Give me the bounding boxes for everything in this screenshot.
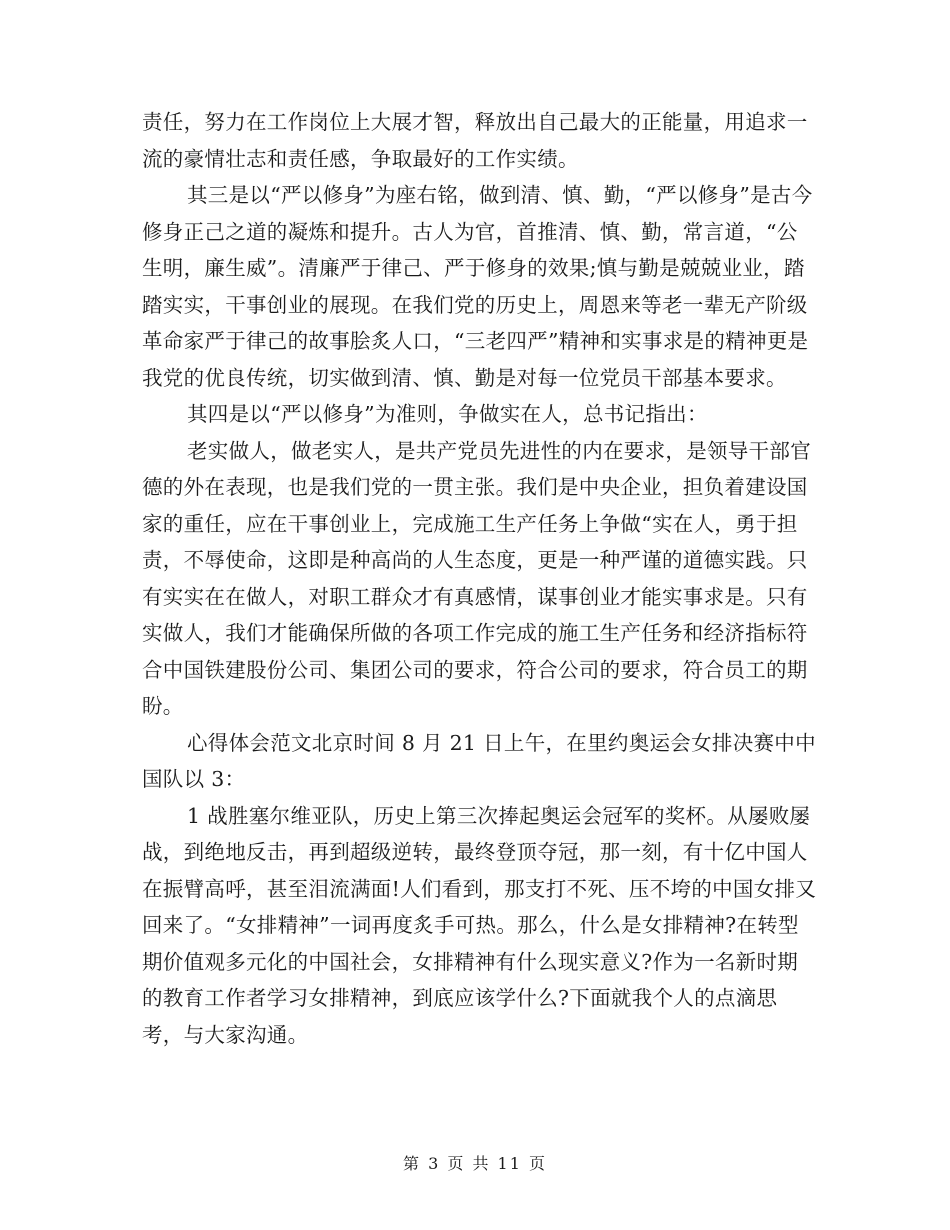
paragraph-6: 1 战胜塞尔维亚队，历史上第三次捧起奥运会冠军的奖杯。从屡败屡战，到绝地反击，再到超级逆转，最终登顶夺冠，那一刻，有十亿中国人在振臂高呼，甚至泪流满面!人们看到，那支打不死、压不垮的中国女排又回来了。“女排精神”一词再度炙手可热。那么，什么是女排精神?在转型期价值观多元化的中国社会，女排精神有什么现实意义?作为一名新时期的教育工作者学习女排精神，到底应该学什么?下面就我个人的点滴思考，与大家沟通。 xyxy=(142,803,817,1047)
paragraph-4: 老实做人，做老实人，是共产党员先进性的内在要求，是领导干部官德的外在表现，也是我们党的一贯主张。我们是中央企业，担负着建设国家的重任，应在干事创业上，完成施工生产任务上争做“实在人，勇于担责，不辱使命，这即是种高尚的人生态度，更是一种严谨的道德实践。只有实实在在做人，对职工群众才有真感情，谋事创业才能实事求是。只有实做人，我们才能确保所做的各项工作完成的施工生产任务和经济指标符合中国铁建股份公司、集团公司的要求，符合公司的要求，符合员工的期盼。 xyxy=(142,438,811,718)
document-body xyxy=(142,104,818,1053)
paragraph-1: 责任，努力在工作岗位上大展才智，释放出自己最大的正能量，用追求一流的豪情壮志和责任感，争取最好的工作实绩。 xyxy=(142,110,808,171)
paragraph-2: 其三是以“严以修身”为座右铭，做到清、慎、勤，“严以修身”是古今修身正己之道的凝炼和提升。古人为官，首推清、慎、勤，常言道，“公生明，廉生威”。清廉严于律己、严于修身的效果;慎与勤是兢兢业业，踏踏实实，干事创业的展现。在我们党的历史上，周恩来等老一辈无产阶级革命家严于律己的故事脍炙人口，“三老四严”精神和实事求是的精神更是我党的优良传统，切实做到清、慎、勤是对每一位党员干部基本要求。 xyxy=(142,183,813,390)
paragraph-3: 其四是以“严以修身”为准则，争做实在人，总书记指出： xyxy=(187,402,708,426)
page-number-footer: 第 3 页 共 11 页 xyxy=(403,1154,547,1173)
paragraph-5: 心得体会范文北京时间 8 月 21 日上午，在里约奥运会女排决赛中中国队以 3： xyxy=(142,730,816,791)
